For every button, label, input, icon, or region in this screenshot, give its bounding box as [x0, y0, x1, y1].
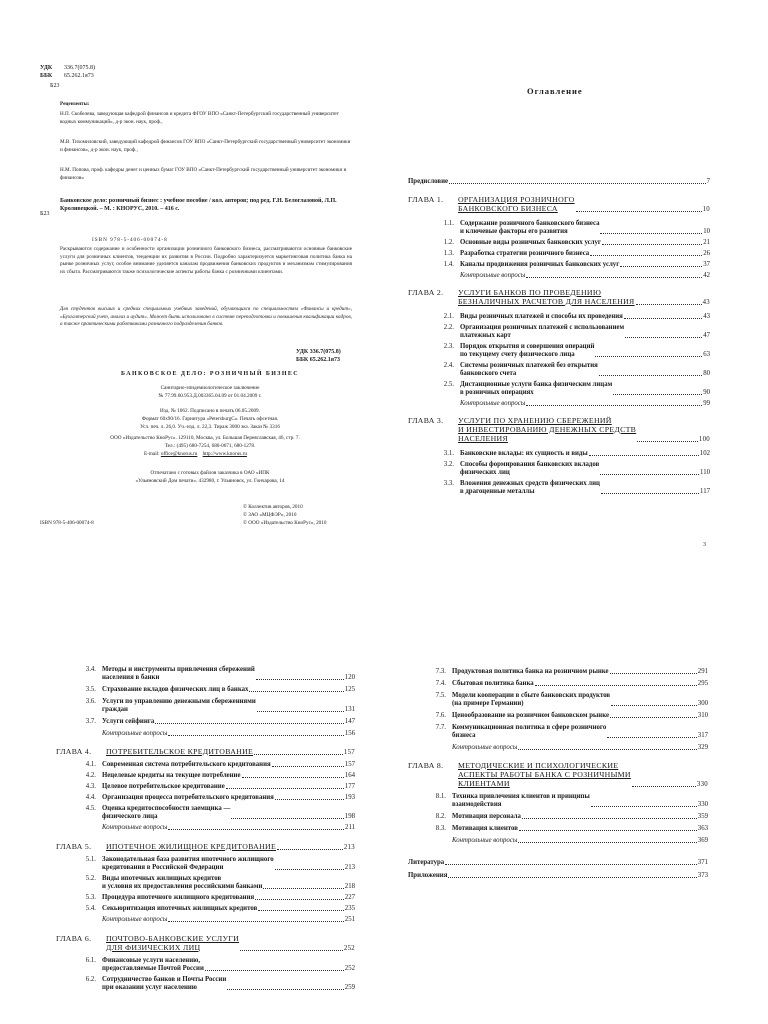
leader-dots	[591, 806, 697, 807]
chapter-title: УСЛУГИ ПО ХРАНЕНИЮ СБЕРЕЖЕНИЙ И ИНВЕСТИРОВАНИЮ ДЕНЕЖНЫХ СРЕДСТВ НАСЕЛЕНИЯ	[458, 416, 637, 443]
toc-entry-number: 1.2.	[443, 239, 454, 246]
toc-entry[interactable]	[72, 875, 355, 891]
leader-dots	[595, 356, 702, 357]
toc-page-number: 120	[344, 673, 355, 681]
toc-page-number: 156	[344, 730, 355, 737]
toc-page-number: 164	[344, 772, 355, 779]
toc-entry-title: Предисловие	[408, 178, 449, 185]
toc-page-number: 10	[703, 227, 710, 235]
toc-entry-number: 2.5.	[443, 381, 454, 388]
toc-entry-number: 4.3.	[85, 783, 96, 790]
chapter-page-number: 10	[702, 206, 710, 214]
leader-dots	[625, 337, 702, 338]
toc-entry-number: 7.6.	[435, 712, 446, 719]
toc-entry-title: Страхование вкладов физических лиц в банках	[102, 686, 249, 693]
toc-entry-number: 3.1.	[443, 450, 454, 457]
toc-entry[interactable]	[72, 718, 355, 726]
toc-page-number: 198	[344, 812, 355, 820]
toc-entry[interactable]	[72, 794, 355, 802]
leader-dots	[610, 717, 697, 718]
leader-dots	[526, 277, 702, 278]
leader-dots	[636, 304, 702, 305]
leader-dots	[611, 705, 697, 706]
toc-entry[interactable]	[72, 761, 355, 769]
udk-repeat: УДК 336.7(075.8)	[296, 349, 341, 355]
toc-entry-title: Современная система потребительского кредитования	[102, 761, 271, 768]
toc-entry-title: Виды ипотечных жилищных кредитов и условия их предоставления российскими банками	[102, 875, 263, 890]
toc-entry[interactable]	[72, 730, 355, 738]
toc-entry-title: Организация процесса потребительского кредитования	[102, 794, 274, 801]
toc-entry[interactable]	[430, 381, 710, 397]
chapter-heading[interactable]	[408, 196, 710, 214]
toc-page-number: 102	[699, 450, 710, 457]
toc-page-number: 131	[344, 705, 355, 713]
leader-dots	[445, 864, 697, 865]
chapter-title: ОРГАНИЗАЦИЯ РОЗНИЧНОГО БАНКОВСКОГО БИЗНЕСА	[458, 195, 575, 213]
print-line-2: Формат 60х90/16. Гарнитура «PetersburgC». Печать офсетная.	[141, 416, 279, 422]
toc-entry-number: 7.4.	[435, 680, 446, 687]
leader-dots	[257, 711, 344, 712]
toc-entry-title: Банковские вклады: их сущность и виды	[460, 450, 588, 457]
toc-entry-number: 2.3.	[443, 343, 454, 350]
toc-entry-title: Порядок открытия и совершения операций по текущему счету физического лица	[460, 343, 595, 358]
toc-entry-title: Оценка кредитоспособности заемщика — физического лица	[102, 805, 231, 820]
chapter-title: ПОТРЕБИТЕЛЬСКОЕ КРЕДИТОВАНИЕ	[106, 747, 254, 756]
email-link[interactable]: office@knorus.ru	[160, 451, 198, 457]
toc-entry[interactable]	[72, 957, 355, 973]
toc-entry-number: 4.2.	[85, 772, 96, 779]
toc-entry[interactable]	[430, 480, 710, 496]
toc-entry[interactable]	[422, 668, 708, 676]
leader-dots	[519, 830, 697, 831]
toc-entry[interactable]	[72, 805, 355, 821]
toc-entry[interactable]	[422, 825, 708, 833]
toc-entry-title: Системы розничных платежей без открытия банковского счета	[460, 362, 598, 377]
leader-dots	[254, 754, 343, 755]
toc-entry-number: 2.1.	[443, 313, 454, 320]
toc-page-number: 193	[344, 794, 355, 801]
toc-entry-title: Мотивация клиентов	[452, 825, 518, 832]
leader-dots	[258, 910, 344, 911]
review-questions-label: Контрольные вопросы	[452, 744, 518, 751]
toc-entry[interactable]	[72, 686, 355, 694]
toc-page-number: 291	[697, 668, 708, 675]
toc-entry[interactable]	[430, 362, 710, 378]
toc-entry[interactable]	[430, 250, 710, 258]
chapter-heading[interactable]	[56, 843, 355, 852]
toc-entry[interactable]	[430, 461, 710, 477]
page-number: 3	[703, 542, 706, 548]
toc-page-number: 42	[703, 272, 710, 279]
toc-entry[interactable]	[72, 698, 355, 714]
print-line-3: Усл. печ. л. 26,0. Уч.-изд. л. 22,3. Тираж 3000 экз. Заказ № 3316	[140, 424, 280, 430]
catalog-code: Б23	[40, 211, 50, 217]
chapter-heading[interactable]	[56, 935, 355, 953]
toc-entry-title: Финансовые услуги населению, предоставляемые Почтой России	[102, 957, 204, 972]
leader-dots	[448, 877, 696, 878]
chapter-title: ИПОТЕЧНОЕ ЖИЛИЩНОЕ КРЕДИТОВАНИЕ	[106, 842, 277, 851]
toc-entry-number: 8.3.	[435, 825, 446, 832]
toc-entry[interactable]	[422, 680, 708, 688]
toc-end-entry[interactable]	[408, 872, 708, 880]
toc-entry-number: 6.2.	[85, 976, 96, 983]
leader-dots	[610, 673, 697, 674]
toc-page-number: 317	[697, 731, 708, 739]
isbn-bottom: ISBN 978-5-406-00074-8	[40, 520, 94, 526]
toc-page-number: 251	[344, 916, 355, 923]
isbn-inline: ISBN 978-5-406-00074-8	[92, 237, 168, 243]
chapter-page-number: 252	[343, 945, 355, 953]
toc-page-number: 371	[697, 859, 708, 866]
leader-dots	[620, 266, 702, 267]
toc-entry-number: 2.2.	[443, 324, 454, 331]
sanitary-line-2: № 77.99.60.953.Д.003365.04.09 от 01.04.2009 г.	[158, 393, 262, 399]
leader-dots	[168, 735, 343, 736]
chapter-number: ГЛАВА 5.	[56, 842, 92, 851]
leader-dots	[168, 829, 344, 830]
bbk-label: ББК	[40, 73, 53, 79]
email-label: E-mail:	[144, 451, 160, 457]
toc-page-number: 21	[703, 239, 710, 246]
leader-dots	[242, 777, 344, 778]
book-code: Б23	[50, 83, 60, 89]
leader-dots	[613, 394, 702, 395]
toc-page-number: 218	[344, 882, 355, 890]
toc-page-number: 235	[344, 905, 355, 912]
toc-entry[interactable]	[430, 400, 710, 408]
toc-entry[interactable]	[430, 220, 710, 236]
toc-entry[interactable]	[430, 313, 710, 321]
imprint-title: БАНКОВСКОЕ ДЕЛО: РОЗНИЧНЫЙ БИЗНЕС	[120, 371, 300, 377]
print-line-1: Изд. № 1062. Подписано в печать 06.05.2009.	[160, 408, 260, 414]
toc-page-number: 147	[344, 718, 355, 725]
leader-dots	[526, 405, 702, 406]
toc-entry-title: Содержание розничного банковского бизнеса и ключевые факторы его развития	[460, 220, 600, 235]
toc-entry[interactable]	[430, 239, 710, 247]
chapter-number: ГЛАВА 3.	[408, 416, 444, 425]
chapter-heading[interactable]	[408, 289, 710, 307]
chapter-page-number: 100	[698, 436, 710, 444]
toc-entry-number: 5.1.	[85, 856, 96, 863]
copyright-2: © ЗАО «МЦФЭР», 2010	[243, 512, 297, 518]
contacts-line	[144, 451, 247, 459]
sanitary-line-1: Санитарно-эпидемиологическое заключение	[160, 385, 260, 391]
toc-entry-number: 1.4.	[443, 261, 454, 268]
toc-entry-title: Техника привлечения клиентов и принципы взаимодействия	[452, 793, 590, 808]
toc-entry-number: 7.5.	[435, 692, 446, 699]
toc-page-number: 90	[703, 388, 710, 396]
toc-page-number: 295	[697, 680, 708, 687]
toc-page-number: 373	[697, 872, 708, 879]
toc-entry-number: 3.7.	[85, 718, 96, 725]
toc-entry-number: 6.1.	[85, 957, 96, 964]
toc-page-number: 117	[700, 487, 710, 495]
toc-entry[interactable]	[430, 343, 710, 359]
toc-entry[interactable]	[422, 793, 708, 809]
toc-entry[interactable]	[422, 744, 708, 752]
toc-entry-title: Нецелевые кредиты на текущее потребление	[102, 772, 241, 779]
toc-entry-title: Сбытовая политика банка	[452, 680, 534, 687]
leader-dots	[518, 842, 696, 843]
leader-dots	[599, 375, 702, 376]
toc-entry-title: Модели кооперации в сбыте банковских продуктов (на примере Германии)	[452, 692, 611, 707]
toc-entry-title: Виды розничных платежей и способы их проведения	[460, 313, 623, 320]
leader-dots	[227, 989, 344, 990]
toc-entry[interactable]	[430, 272, 710, 280]
toc-entry-title: Способы формирования банковских вкладов физических лиц	[460, 461, 600, 476]
toc-entry-number: 8.1.	[435, 793, 446, 800]
toc-entry-number: 1.1.	[443, 220, 454, 227]
publisher-line-2: Тел.: (495) 680-7254, 680-0671, 680-1278.	[164, 443, 256, 449]
toc-page-number: 157	[344, 761, 355, 768]
bbk-repeat: ББК 65.262.1я73	[296, 357, 341, 363]
chapter-number: ГЛАВА 6.	[56, 934, 92, 943]
toc-entry-number: 3.6.	[85, 698, 96, 705]
toc-entry-title: Приложения	[408, 872, 448, 879]
leader-dots	[449, 183, 706, 184]
review-questions-label: Контрольные вопросы	[460, 400, 526, 407]
chapter-title: МЕТОДИЧЕСКИЕ И ПСИХОЛОГИЧЕСКИЕ АСПЕКТЫ РАБОТЫ БАНКА С РОЗНИЧНЫМИ КЛИЕНТАМИ	[458, 761, 631, 788]
toc-page-number: 110	[700, 468, 710, 476]
toc-entry[interactable]	[72, 783, 355, 791]
abstract: Раскрываются содержание и особенности организации розничного банковского бизнеса, рассматриваются основные банковские услуги для розничных клиентов, тенденции их развития в России. Подробно характеризуется маркетинговая политика банка на рынке розничных услуг, особое внимание уделяется каналам продвижения банковских продуктов и механизмам стимулирования их сбыта. Рассматриваются также психологические аспекты работы банка с розничными клиентами.	[60, 246, 352, 275]
toc-page-number: 177	[344, 783, 355, 790]
toc-preface-entry[interactable]	[408, 178, 710, 186]
toc-page-number: 47	[703, 331, 710, 339]
toc-page-number: 213	[344, 863, 355, 871]
toc-entry-title: Каналы продвижения розничных банковских услуг	[460, 261, 620, 268]
toc-entry[interactable]	[72, 666, 355, 682]
chapter-heading[interactable]	[56, 748, 355, 757]
toc-entry[interactable]	[422, 724, 708, 740]
toc-entry[interactable]	[72, 894, 355, 902]
leader-dots	[589, 455, 699, 456]
toc-entry-number: 7.3.	[435, 668, 446, 675]
toc-entry-number: 7.7.	[435, 724, 446, 731]
toc-entry-title: Дистанционные услуги банка физическим лицам в розничных операциях	[460, 381, 613, 396]
toc-entry[interactable]	[422, 712, 708, 720]
leader-dots	[263, 888, 343, 889]
toc-entry-title: Методы и инструменты привлечения сбережений населения в банки	[102, 666, 255, 681]
toc-entry-number: 3.5.	[85, 686, 96, 693]
toc-entry-number: 8.2.	[435, 813, 446, 820]
toc-entry-title: Услуги сейфинга	[102, 718, 155, 725]
toc-page-number: 310	[697, 712, 708, 719]
toc-entry[interactable]	[72, 824, 355, 832]
leader-dots	[535, 685, 697, 686]
toc-page-number: 80	[703, 369, 710, 377]
chapter-number: ГЛАВА 1.	[408, 195, 444, 204]
toc-page-number: 125	[344, 686, 355, 693]
leader-dots	[240, 950, 343, 951]
toc-entry-title: Организация розничных платежей с использованием платежных карт	[460, 324, 625, 339]
toc-entry-title: Услуги по управлению денежными сбережениями граждан	[102, 698, 256, 713]
leader-dots	[249, 691, 343, 692]
reviewers-heading: Рецензенты:	[60, 101, 90, 107]
toc-entry-number: 3.3.	[443, 480, 454, 487]
toc-page-number: 359	[697, 813, 708, 820]
bbk-value: 65.262.1я73	[64, 73, 94, 79]
copyright-3: © ООО «Издательство КноРус», 2010	[243, 520, 327, 526]
chapter-title: УСЛУГИ БАНКОВ ПО ПРОВЕДЕНИЮ БЕЗНАЛИЧНЫХ РАСЧЕТОВ ДЛЯ НАСЕЛЕНИЯ	[458, 288, 635, 306]
toc-heading: Оглавление	[527, 86, 583, 96]
toc-entry-number: 5.3.	[85, 894, 96, 901]
leader-dots	[590, 255, 702, 256]
toc-entry[interactable]	[422, 813, 708, 821]
reviewer-2: М.В. Тихомиловский, заведующий кафедрой финансов ГОУ ВПО «Санкт-Петербургский государственный университет экономики и финансов», д-р экон. наук, проф.,	[60, 139, 351, 153]
toc-entry-title: Литература	[408, 859, 445, 866]
chapter-page-number: 43	[702, 299, 710, 307]
toc-entry-title: Разработка стратегии розничного бизнеса	[460, 250, 590, 257]
toc-page-number: 7	[706, 178, 710, 185]
website-link[interactable]: http://www.knorus.ru	[202, 451, 247, 457]
toc-entry-title: Целевое потребительское кредитование	[102, 783, 225, 790]
leader-dots	[168, 921, 343, 922]
chapter-number: ГЛАВА 8.	[408, 761, 444, 770]
leader-dots	[632, 786, 696, 787]
toc-entry-title: Ценообразование на розничном банковском рынке	[452, 712, 609, 719]
toc-page-number: 300	[697, 699, 708, 707]
leader-dots	[600, 474, 699, 475]
reviewer-3: Н.М. Попова, проф. кафедры денег и ценных бумаг ГОУ ВПО «Санкт-Петербургский государственный университет экономики и финансов»	[60, 167, 347, 181]
leader-dots	[602, 244, 702, 245]
printer-line-1: Отпечатано с готовых файлов заказчика в ОАО «ИПК	[150, 470, 270, 476]
leader-dots	[272, 766, 344, 767]
leader-dots	[518, 749, 696, 750]
chapter-number: ГЛАВА 2.	[408, 288, 444, 297]
leader-dots	[256, 679, 344, 680]
toc-entry-number: 2.4.	[443, 362, 454, 369]
leader-dots	[226, 788, 344, 789]
toc-entry-number: 3.2.	[443, 461, 454, 468]
catalog-entry: Банковское дело: розничный бизнес : учебное пособие / кол. авторов; под ред. Г.Н. Белоглазовой, Л.П. Кроливецкой. – М. : КНОРУС, 2010. – 416 с.	[60, 198, 337, 213]
toc-entry-number: 4.1.	[85, 761, 96, 768]
toc-entry-title: Сотрудничество банков и Почты России при оказании услуг населению	[102, 976, 227, 991]
toc-entry-title: Законодательная база развития ипотечного жилищного кредитования в Российской Федерации	[102, 856, 274, 871]
toc-page-number: 43	[703, 313, 710, 320]
leader-dots	[205, 970, 344, 971]
toc-entry-number: 4.5.	[85, 805, 96, 812]
toc-page-number: 252	[344, 964, 355, 972]
toc-entry-number: 3.4.	[85, 666, 96, 673]
chapter-number: ГЛАВА 4.	[56, 747, 92, 756]
toc-entry-title: Процедура ипотечного жилищного кредитования	[102, 894, 255, 901]
leader-dots	[255, 899, 344, 900]
toc-entry[interactable]	[72, 772, 355, 780]
chapter-page-number: 157	[343, 749, 355, 757]
toc-page-number: 329	[697, 744, 708, 751]
leader-dots	[231, 818, 344, 819]
review-questions-label: Контрольные вопросы	[460, 272, 526, 279]
review-questions-label: Контрольные вопросы	[102, 730, 168, 737]
leader-dots	[522, 818, 697, 819]
toc-entry[interactable]	[430, 261, 710, 269]
toc-entry-number: 4.4.	[85, 794, 96, 801]
toc-page-number: 369	[697, 837, 708, 844]
toc-entry-number: 5.2.	[85, 875, 96, 882]
toc-entry[interactable]	[72, 916, 355, 924]
leader-dots	[277, 849, 343, 850]
toc-page-number: 330	[697, 800, 708, 808]
toc-page-number: 63	[703, 350, 710, 358]
toc-entry[interactable]	[72, 976, 355, 992]
toc-entry-title: Вложения денежных средств физических лиц в драгоценные металлы	[460, 480, 600, 495]
toc-entry[interactable]	[430, 450, 710, 458]
toc-entry[interactable]	[72, 905, 355, 913]
printer-line-2: «Ульяновский Дом печати». 432980, г. Ульяновск, ул. Гончарова, 14	[135, 478, 285, 484]
chapter-heading[interactable]	[408, 762, 708, 789]
toc-entry-number: 1.3.	[443, 250, 454, 257]
toc-page-number: 37	[703, 261, 710, 268]
leader-dots	[601, 493, 699, 494]
review-questions-label: Контрольные вопросы	[102, 916, 168, 923]
udk-value: 336.7(075.8)	[64, 65, 95, 71]
toc-page-number: 26	[703, 250, 710, 257]
publisher-line-1: ООО «Издательство КноРус». 129110, Москва, ул. Большая Переяславская, 46, стр. 7.	[110, 435, 300, 441]
toc-page-number: 99	[703, 400, 710, 407]
audience-note: Для студентов высших и средних специальных учебных заведений, обучающихся по специальностям «Финансы и кредит», «Бухгалтерский учет, анализ и аудит». Может быть использовано в системе переподготовки и повышения квалификации кадров, а также практическими работниками розничного подразделения банков.	[60, 306, 352, 328]
leader-dots	[607, 737, 697, 738]
copyright-1: © Коллектив авторов, 2010	[243, 504, 303, 510]
leader-dots	[600, 233, 702, 234]
toc-page-number: 211	[345, 824, 355, 831]
review-questions-label: Контрольные вопросы	[452, 837, 518, 844]
toc-entry-title: Мотивация персонала	[452, 813, 521, 820]
reviewer-1: Н.П. Скобелева, заведующая кафедрой финансов и кредита ФГОУ ВПО «Санкт-Петербургский государственный университет водных коммуникаций», д-р экон. наук, проф.,	[60, 111, 339, 125]
toc-entry[interactable]	[422, 692, 708, 708]
toc-entry[interactable]	[430, 324, 710, 340]
toc-entry-number: 5.4.	[85, 905, 96, 912]
chapter-heading[interactable]	[408, 417, 710, 444]
leader-dots	[275, 799, 344, 800]
toc-page-number: 259	[344, 983, 355, 991]
review-questions-label: Контрольные вопросы	[102, 824, 168, 831]
toc-entry-title: Продуктовая политика банка на розничном рынке	[452, 668, 609, 675]
toc-page-number: 227	[344, 894, 355, 901]
toc-entry[interactable]	[72, 856, 355, 872]
toc-entry-title: Секьюритизация ипотечных жилищных кредитов	[102, 905, 258, 912]
toc-end-entry[interactable]	[408, 859, 708, 867]
toc-entry-title: Коммуникационная политика в сфере розничного бизнеса	[452, 724, 607, 739]
chapter-page-number: 213	[343, 844, 355, 852]
leader-dots	[275, 869, 344, 870]
leader-dots	[624, 318, 702, 319]
leader-dots	[637, 441, 698, 442]
chapter-title: ПОЧТОВО-БАНКОВСКИЕ УСЛУГИ ДЛЯ ФИЗИЧЕСКИХ ЛИЦ	[106, 934, 240, 952]
leader-dots	[576, 211, 702, 212]
toc-entry-title: Основные виды розничных банковских услуг	[460, 239, 601, 246]
toc-entry[interactable]	[422, 837, 708, 845]
toc-page-number: 363	[697, 825, 708, 832]
udk-label: УДК	[40, 65, 53, 71]
leader-dots	[155, 723, 344, 724]
chapter-page-number: 330	[696, 781, 708, 789]
